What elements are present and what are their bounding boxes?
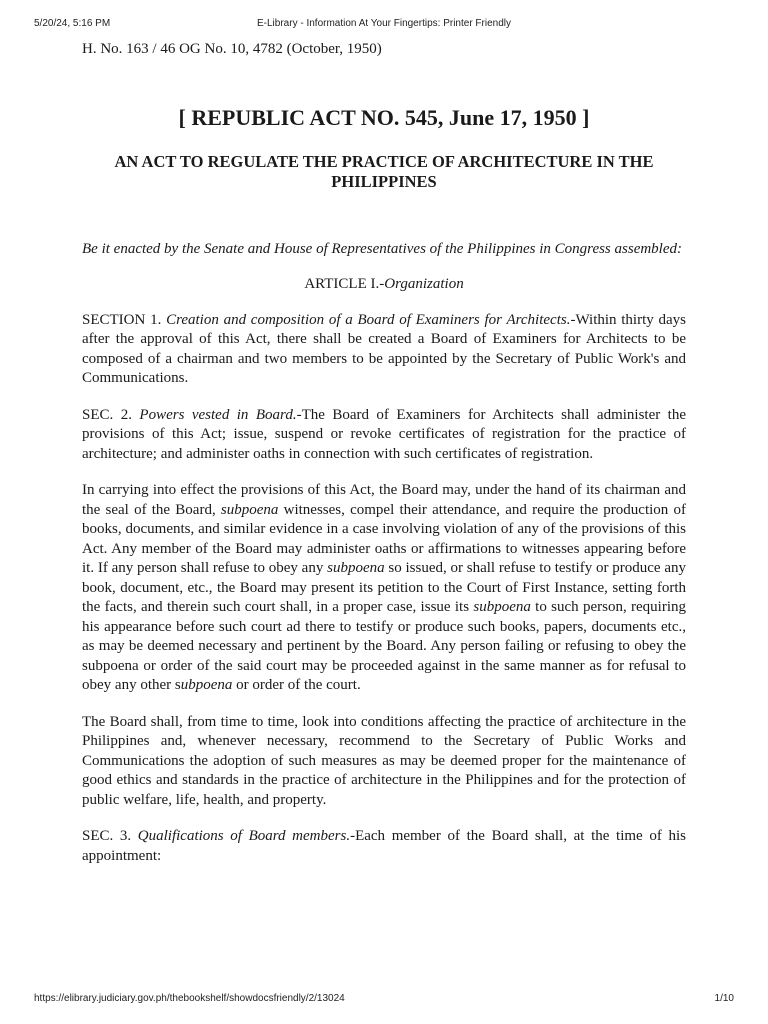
- section-1-label: SECTION 1.: [82, 311, 167, 328]
- subpoena-term: subpoena: [473, 599, 531, 615]
- subpoena-term: ubpoena: [180, 677, 233, 693]
- section-1: [82, 311, 686, 389]
- article-title: Organization: [384, 276, 464, 292]
- section-1-heading: Creation and composition of a Board of Examiners for Architects.: [166, 311, 571, 328]
- section-1-text: -Within thirty days after the approval of this Act, there shall be created a Board of Examiners for Architects to be composed of a chairman and two members to be appointed by the Secretary of Public Work's and Communications.: [82, 311, 686, 386]
- subpoena-term: subpoena: [220, 501, 279, 518]
- paragraph-text: so issued, or shall refuse to testify or produce any book, document, etc., the Board may present its petition to the Court of First Instance, setting forth the facts, and therein such court shall, in a proper case, issue its: [82, 560, 686, 615]
- section-3-heading: Qualifications of Board members.: [137, 828, 351, 844]
- print-header: [34, 18, 734, 32]
- print-footer: [34, 993, 734, 1007]
- print-page-title: E-Library - Information At Your Fingertips: Printer Friendly: [257, 18, 511, 29]
- print-page-indicator: 1/10: [714, 993, 734, 1004]
- paragraph-text: or order of the court.: [232, 677, 361, 693]
- article-label: ARTICLE I.-: [304, 276, 385, 292]
- article-heading: [82, 275, 686, 295]
- section-3: [82, 827, 686, 866]
- print-url-link[interactable]: https://elibrary.judiciary.gov.ph/thebookshelf/showdocsfriendly/2/13024: [34, 993, 345, 1004]
- subpoena-term: subpoena: [327, 560, 385, 576]
- section-2-heading: Powers vested in Board.: [139, 406, 297, 423]
- paragraph-text: to such person, requiring his appearance before such court ad there to testify or produce such books, papers, documents etc., as may be deemed necessary and pertinent by the Board. Any person failing or refusing to obey the subpoena or order of the said court may be proceeded against in the same manner as for refusal to obey any other s: [82, 599, 686, 693]
- print-datetime: 5/20/24, 5:16 PM: [34, 18, 111, 29]
- paragraph-conditions: The Board shall, from time to time, look into conditions affecting the practice of architecture in the Philippines and, whenever necessary, recommend to the Secretary of Public Works and Communications the adoption of such measures as may be deemed proper for the maintenance of good ethics and standards in the practice of architecture in the Philippines and for the protection of public welfare, life, health, and property.: [82, 713, 686, 808]
- section-2-label: SEC. 2.: [82, 406, 140, 423]
- document-page: [82, 40, 686, 866]
- document-citation: H. No. 163 / 46 OG No. 10, 4782 (October, 1950): [82, 41, 382, 57]
- document-subtitle: AN ACT TO REGULATE THE PRACTICE OF ARCHITECTURE IN THE PHILIPPINES: [114, 151, 654, 191]
- section-3-text: -Each member of the Board shall, at the time of his appointment:: [82, 828, 686, 864]
- paragraph-text: In carrying into effect the provisions of this Act, the Board may, under the hand of its chairman and the seal of the Board,: [82, 482, 686, 518]
- section-2: [82, 406, 686, 465]
- section-3-label: SEC. 3.: [82, 828, 138, 844]
- paragraph-text: witnesses, compel their attendance, and require the production of books, documents, and similar evidence in a case involving violation of any of the provisions of this Act. Any member of the Board may administer oaths or affirmations to witnesses appearing before it. If any person shall refuse to obey any: [82, 501, 686, 576]
- paragraph-subpoena: [82, 481, 686, 696]
- document-title: [ REPUBLIC ACT NO. 545, June 17, 1950 ]: [178, 104, 590, 130]
- section-2-text: -The Board of Examiners for Architects shall administer the provisions of this Act; issue, suspend or revoke certificates of registration for the practice of architecture; and administer oaths in connection with such certificates of registration.: [82, 406, 687, 462]
- enacting-clause: Be it enacted by the Senate and House of Representatives of the Philippines in Congress assembled:: [82, 240, 683, 257]
